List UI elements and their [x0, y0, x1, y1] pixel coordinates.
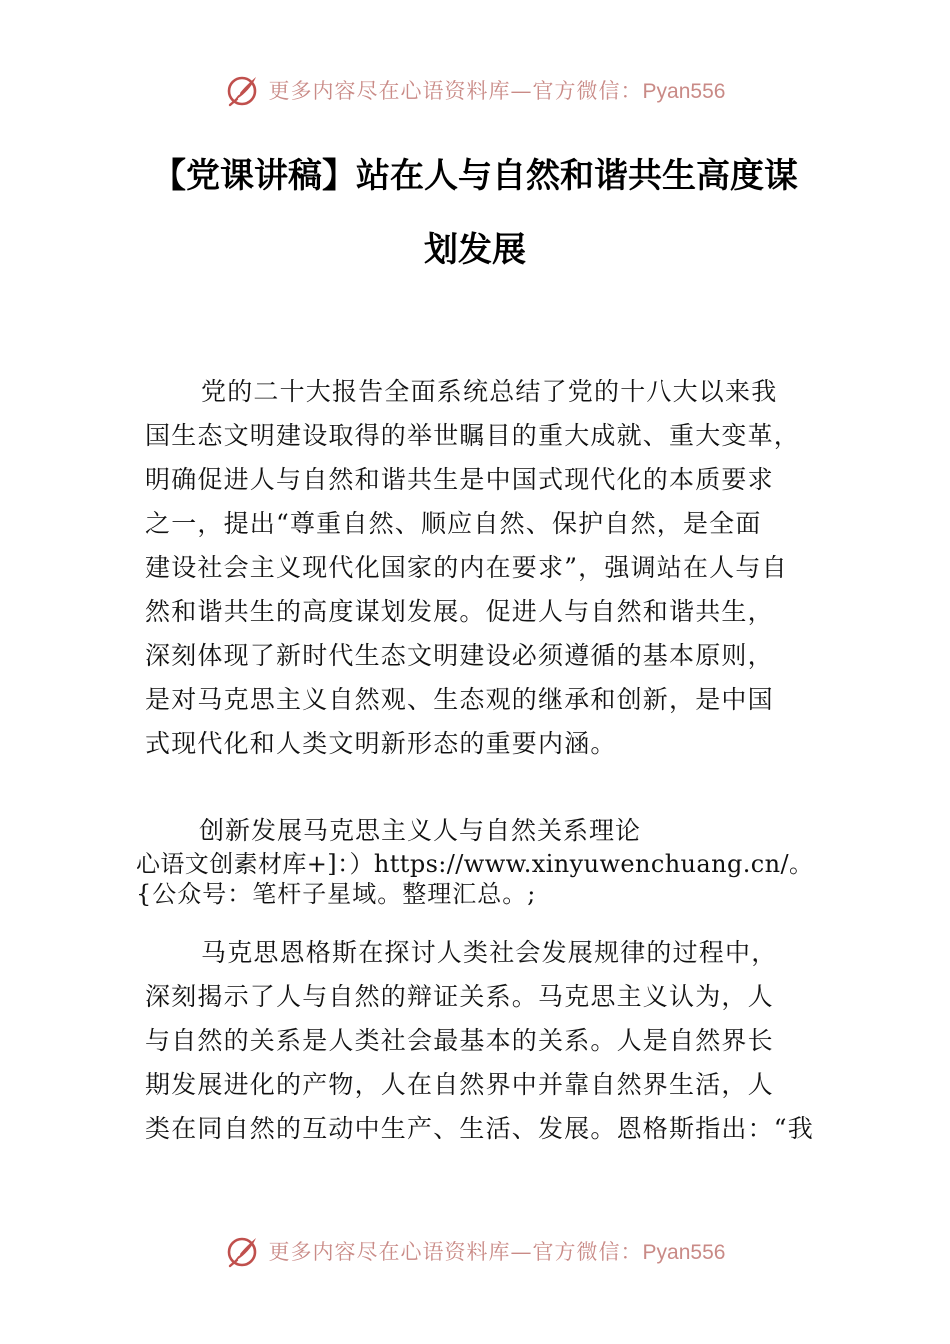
section-heading: 创新发展马克思主义人与自然关系理论: [199, 816, 642, 845]
text-line: 之一，提出“尊重自然、顺应自然、保护自然，是全面: [145, 509, 762, 538]
inserted-note-line-2: {公众号：笔杆子星域。整理汇总。;: [136, 880, 537, 908]
text-line: 与自然的关系是人类社会最基本的关系。人是自然界长: [145, 1026, 774, 1055]
watermark-text: 更多内容尽在心语资料库—官方微信：Pyan556: [268, 1240, 726, 1264]
text-line: 建设社会主义现代化国家的内在要求”，强调站在人与自: [145, 553, 788, 582]
footer-watermark: [0, 1233, 950, 1269]
document-title-line-1: 【党课讲稿】站在人与自然和谐共生高度谋: [152, 156, 798, 196]
text-line: 明确促进人与自然和谐共生是中国式现代化的本质要求: [145, 465, 774, 494]
quill-ink-logo-icon: [225, 72, 261, 108]
text-line: 是对马克思主义自然观、生态观的继承和创新，是中国: [145, 685, 774, 714]
text-line: 党的二十大报告全面系统总结了党的十八大以来我: [201, 377, 778, 406]
inserted-note-line-1: 心语文创素材库+]：）https://www.xinyuwenchuang.cn/。: [136, 850, 814, 878]
text-line: 然和谐共生的高度谋划发展。促进人与自然和谐共生，: [145, 597, 774, 626]
text-line: 式现代化和人类文明新形态的重要内涵。: [145, 729, 617, 758]
quill-ink-logo-icon: [225, 1233, 261, 1269]
document-title-line-2: 划发展: [424, 230, 526, 270]
header-watermark: [0, 72, 950, 108]
text-line: 深刻揭示了人与自然的辩证关系。马克思主义认为，人: [145, 982, 774, 1011]
text-line: 类在同自然的互动中生产、生活、发展。恩格斯指出：“我: [145, 1114, 814, 1143]
body-paragraph-2: [145, 931, 825, 1151]
text-line: 深刻体现了新时代生态文明建设必须遵循的基本原则，: [145, 641, 774, 670]
text-line: 国生态文明建设取得的举世瞩目的重大成就、重大变革，: [145, 421, 801, 450]
watermark-text: 更多内容尽在心语资料库—官方微信：Pyan556: [268, 79, 726, 103]
text-line: 马克思恩格斯在探讨人类社会发展规律的过程中，: [201, 938, 778, 967]
body-paragraph-1: [145, 370, 825, 766]
text-line: 期发展进化的产物，人在自然界中并靠自然界生活，人: [145, 1070, 774, 1099]
